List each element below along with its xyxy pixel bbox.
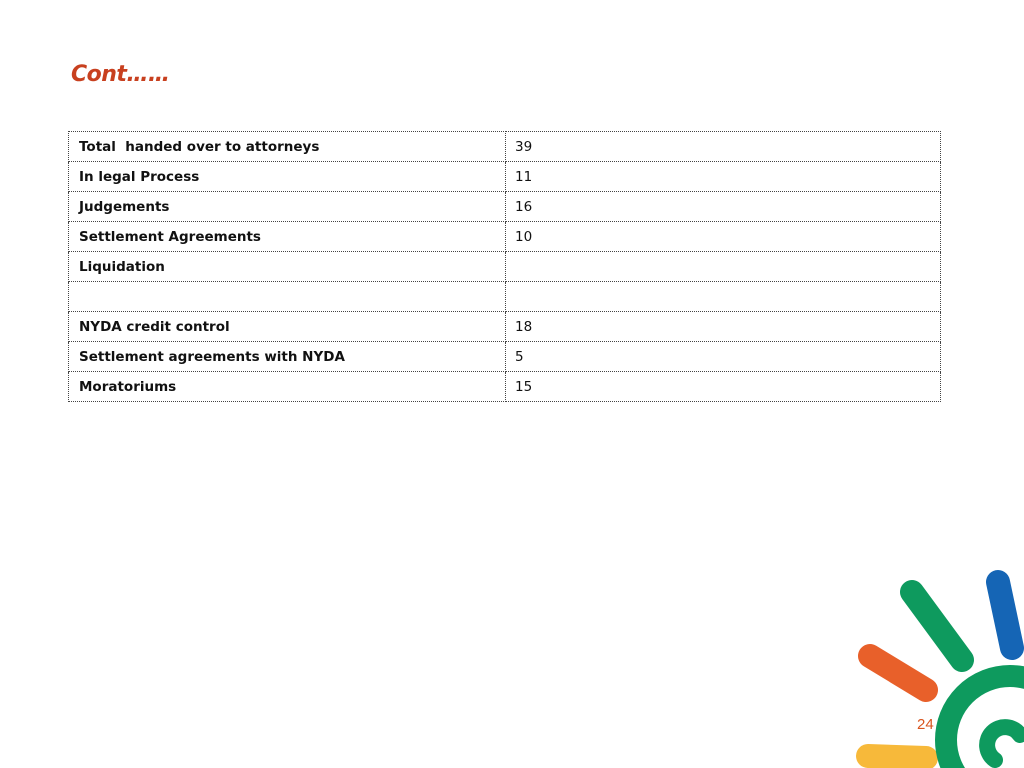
logo-swirl-outer [946,676,1024,768]
row-label: Judgements [69,192,506,222]
logo-swirl-inner [987,727,1020,760]
row-label: In legal Process [69,162,506,192]
row-label: Moratoriums [69,372,506,402]
table-row [69,132,941,162]
row-label [69,282,506,312]
row-value [506,282,941,312]
row-value: 39 [506,132,941,162]
row-label: NYDA credit control [69,312,506,342]
logo-yellow-ray [868,756,926,758]
logo-blue-ray [998,582,1012,648]
table-row [69,342,941,372]
table-row [69,282,941,312]
row-value: 5 [506,342,941,372]
slide-title: Cont…… [71,62,170,87]
row-label: Liquidation [69,252,506,282]
row-value: 11 [506,162,941,192]
table-row [69,192,941,222]
row-value: 18 [506,312,941,342]
table-row [69,252,941,282]
page-number: 24 [917,716,934,733]
table-row [69,222,941,252]
row-label: Total handed over to attorneys [69,132,506,162]
table-row [69,312,941,342]
row-value: 15 [506,372,941,402]
table-row [69,372,941,402]
row-value: 10 [506,222,941,252]
table-row [69,162,941,192]
row-value: 16 [506,192,941,222]
data-table [68,131,941,402]
row-label: Settlement agreements with NYDA [69,342,506,372]
row-value [506,252,941,282]
row-label: Settlement Agreements [69,222,506,252]
logo-orange-ray [870,656,926,690]
logo-green-ray [912,592,962,660]
